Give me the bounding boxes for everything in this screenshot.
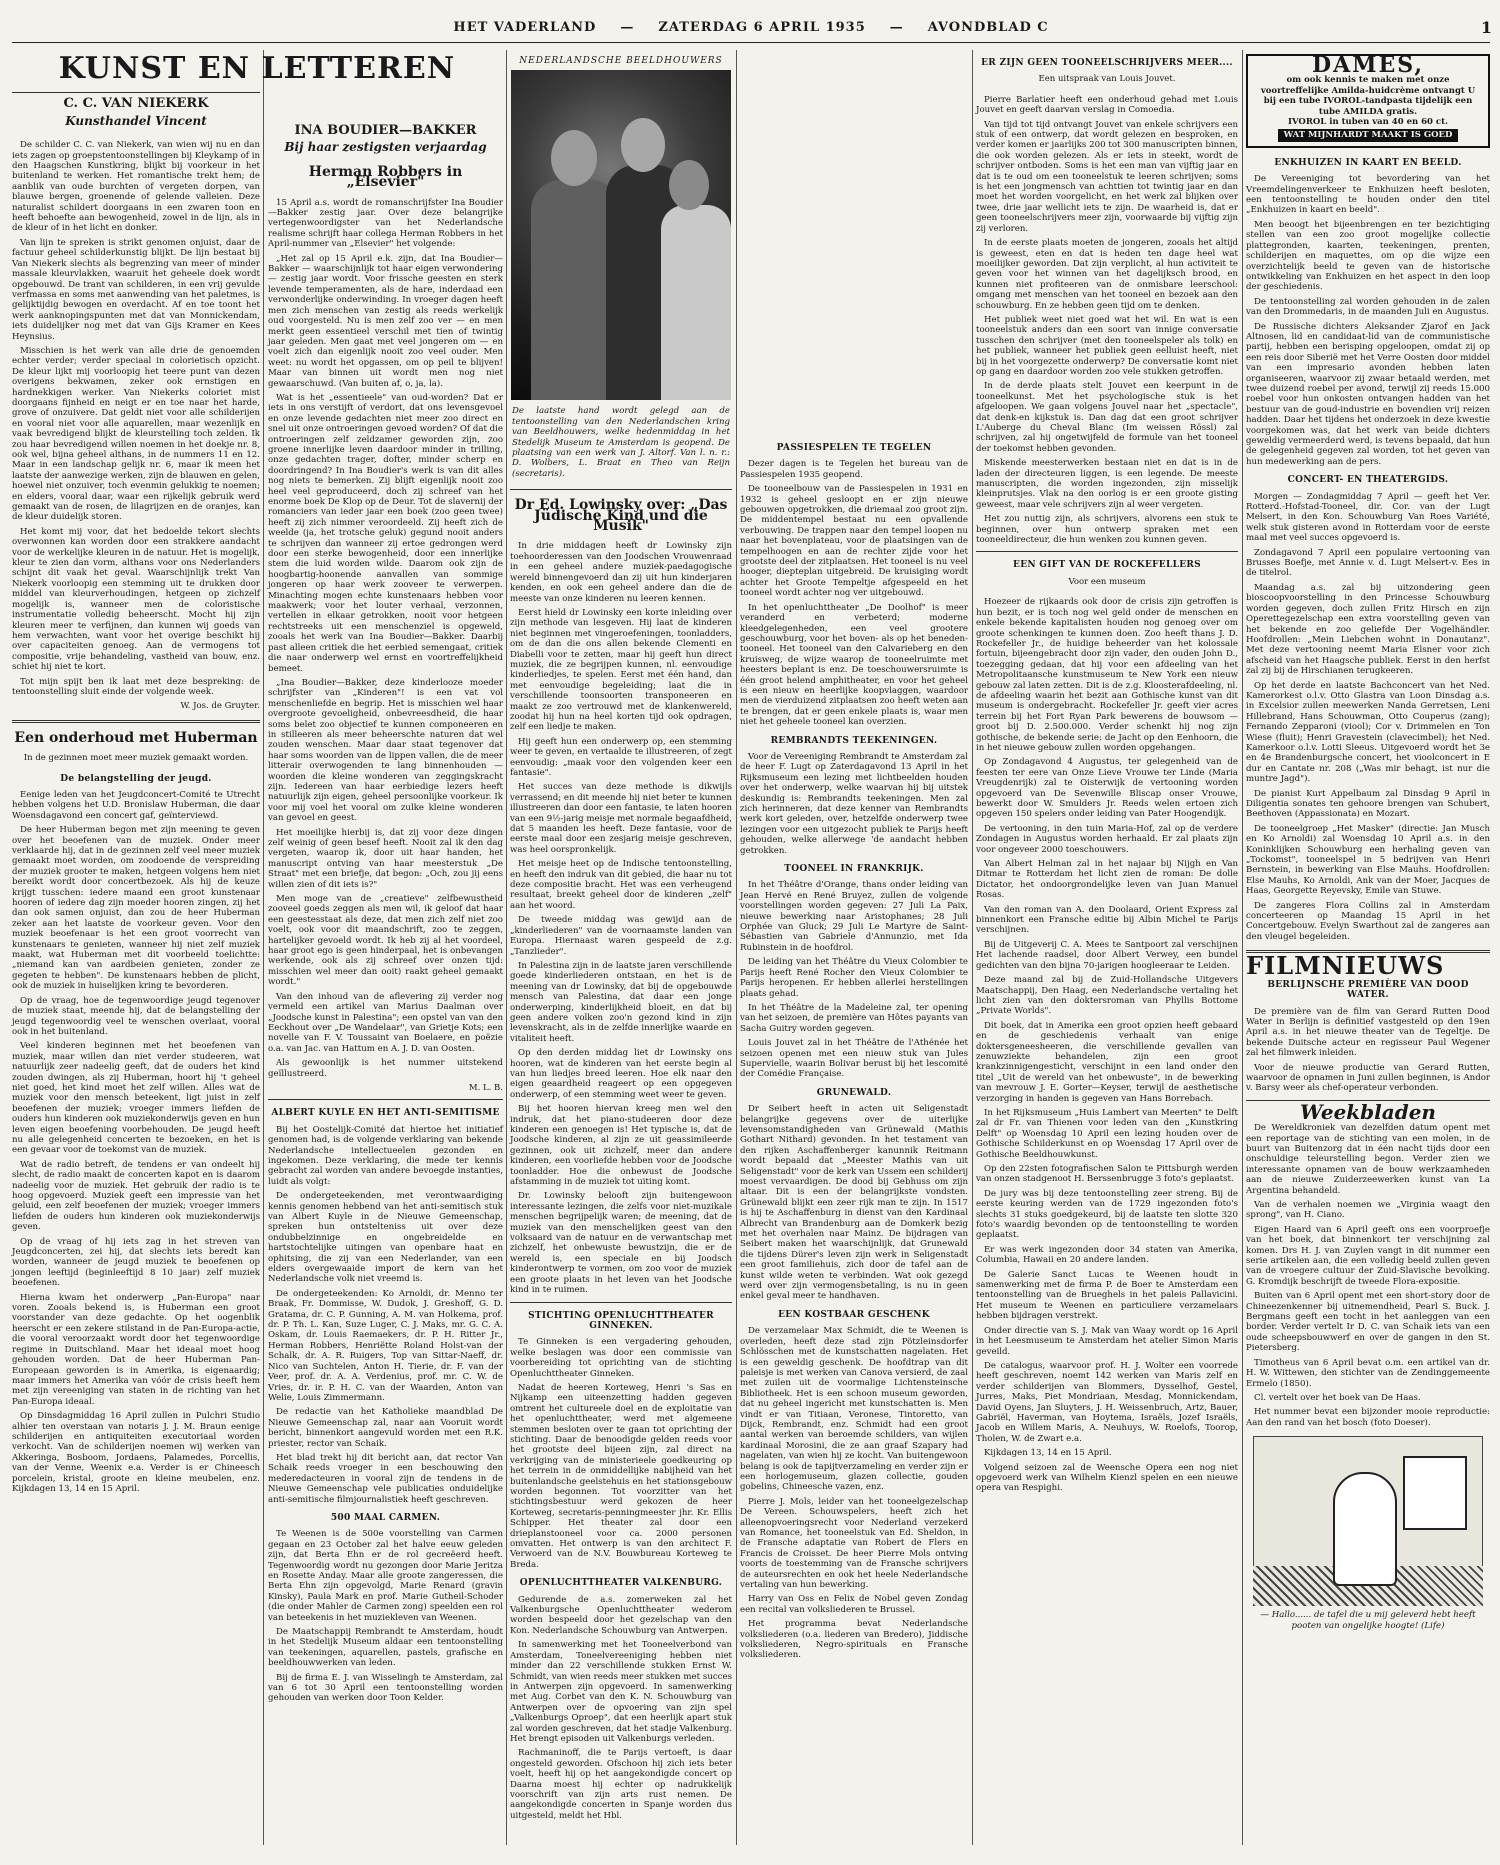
paragraph: In het Théâtre de la Madeleine zal, ter opening van het seizoen, de première van Hôtes payants van Sacha Guitry worden gegeven. [740, 1002, 968, 1034]
paragraph: Voor de nieuwe productie van Gerard Rutten, waarvoor de opnamen in Juni zullen beginnen, is Andor v. Barsy weer als chef-operateur verbonden. [1246, 1062, 1490, 1094]
photo-caption: De laatste hand wordt gelegd aan de tentoonstelling van den Nederlandschen kring van Beeldhouwers, welke hedenmiddag in het Stedelijk Museum te Amsterdam is geopend. De plaatsing van een werk van J. Altorf. Van l. n. r.: D. Wolbers, L. Braat en Theo van Reijn (secretaris). [512, 406, 730, 479]
masthead-edition: AVONDBLAD C [927, 20, 1049, 35]
article-heading-valkenburg: OPENLUCHTTHEATER VALKENBURG. [519, 1578, 723, 1589]
paragraph: Van lijn te spreken is strikt genomen onjuist, daar de factuur geheel schilderkunstig blijkt. De lijn bestaat bij Van Niekerk slechts als begrenzing van meer of minder massale kleurvlakken, waaruit het geheele doek wordt opgebouwd. De trant van schilderen, in een vrij gevulde verfmassa en soms met aanwending van het paletmes, is gelijktijdig bewogen en overdacht. Af en toe toont het werk aanknopingspunten met dat van Monnickendam, iets duidelijker nog met dat van Gijs Kramer en Kees Heynsius. [12, 237, 260, 342]
paragraph: Het moeilijke hierbij is, dat zij voor deze dingen zelf weinig of geen besef heeft. Nooit zal ik den dag vergeten, waarop ik, door uit haar handen, het manuscript ontving van haar meesterstuk „De Straat" met een briefje, dat begon: „Och, zou jij eens willen zien of dit iets is?" [268, 827, 503, 890]
article-subheading-huberman: In de gezinnen moet meer muziek gemaakt worden. [23, 753, 249, 764]
sculptors-photo [511, 70, 731, 400]
article-body-dood-water [1246, 1007, 1490, 1094]
article-heading-lowinsky: Dr Ed. Lowinsky over: „Das Jüdische Kind und die Musik" [514, 497, 728, 535]
paragraph: De zangeres Flora Collins zal in Amsterdam concerteeren op Maandag 15 April in het Concertgebouw. Evelyn Swarthout zal de zangeres aan den vleugel begeleiden. [1246, 900, 1490, 942]
paragraph: Het komt mij voor, dat het bedoelde tekort slechts overwonnen kan worden door een strakkere aandacht voor de werkelijke kleuren in de natuur. Het is mogelijk, kleur te zien dan vorm, althans voor ons Nederlanders schijnt dit vaak het geval. Waarschijnlijk trekt Van Niekerk voorloopig een stemming uit te drukken door middel van kleurverhoudingen, hetgeen op zichzelf mogelijk is, wanneer men de coloristische instrumentatie volledig beheerscht. Mocht hij zijn kleuren meer te verfijnen, dan kunnen wij goeds van hem verwachten, want voor het overige beschikt hij over capaciteiten genoeg. Aan de vermogens tot compositie, vrije behandeling, vastheid van bouw, enz. schiet hij niet te kort. [12, 526, 260, 673]
article-heading-kuyle: ALBERT KUYLE EN HET ANTI-SEMITISME [271, 1108, 500, 1119]
paragraph: In het Rijksmuseum „Huis Lambert van Meerten" te Delft zal dr Fr. van Thienen voor leden van den „Kunstkring Delft" op Woensdag 10 April een lezing houden over de Gothische Schilderkunst en op Woensdag 17 April over de Gothische Beeldhouwkunst. [976, 1107, 1238, 1160]
paragraph: Pierre Barlatier heeft een onderhoud gehad met Louis Jouvet en geeft daarvan verslag in Comoedia. [976, 94, 1238, 116]
advertisement-ivorol [1246, 54, 1490, 148]
paragraph: De Wereldkroniek van dezelfden datum opent met een reportage van de stichting van een molen, in de buurt van Buitenzorg dat in één nacht tijds door een onschuldige teleurstelling begon. Verder zien we interessante opnamen van de bouw werkzaamheden aan de nieuwe Zuiderzeewerken kunst van La Argentina behandeld. [1246, 1123, 1490, 1196]
paragraph: Dr Seibert heeft in acten uit Seligenstadt belangrijke gegevens over de uiterlijke levensomstandigheden van Grünewald (Mathis Gothart Nithard) gevonden. In het testament van den rijken Aschaffenberger kanunnik Reitmann wordt bepaald dat „Meester Mathis van uit Seligenstadt" voor de kerk van Ussem een schilderij moest vervaardigen. De dood bij Gebhuss om zijn altaar. Dit is een der belangrijkste vondsten. Grünewald blijkt een zeer rijk man te zijn. In 1517 is hij te Aschaffenburg in dienst van den Kardinaal Albrecht van Brandenburg aan de Domkerk bezig met het overhalen naar Mainz. De bijdragen van Seibert maken het waarschijnlijk, dat Grunewald die tijdens Dürer's leven zijn werk in Seligenstadt een groot familiehuis, zich door de tafel aan de kunst wilde weten te verbinden. Wat ook gezegd werd over zijn vermogensbetaling, is nu in geen enkel geval meer te handhaven. [740, 1104, 968, 1302]
article-lead-huberman: De belangstelling der jeugd. [60, 773, 212, 784]
column-divider [1242, 50, 1243, 1845]
paragraph: Hierna kwam het onderwerp „Pan-Europa" naar voren. Zooals bekend is, is Huberman een groot voorstander van deze gedachte. Op het oogenblik heerscht er een zekere stilstand in de Pan-Europa-actie, die vooral veroorzaakt wordt door het tegenwoordige regime in Duitschland. Maar het ideaal moet hoog gehouden worden. Dat de heer Huberman Pan-Europeaan geworden is in Amerika, is eigenaardig; maar immers het Amerika van vóór de crisis heeft hem met zijn vereeniging van staten in de richting van het Pan-Europa ideaal. [12, 1292, 260, 1407]
paragraph: In samenwerking met het Tooneelverbond van Amsterdam, Toneelvereeniging hebben niet minder dan 22 verschillende stukken Ernst W. Schmidt, van wien reeds meer stukken met succes in Antwerpen zijn opgevoerd. In samenwerking met Aug. Corbet van den K. N. Schouwburg van Antwerpen over de opvoering van zijn spel „Valkenburgs Oproep", dat een heerlijk apart stuk zal worden geschreven, dat het stadje Valkenburg. Het brengt episoden uit Valkenburgs verleden. [510, 1640, 732, 1744]
article-body-ginneken [510, 1337, 732, 1570]
paragraph: Maandag a.s. zal bij uitzondering geen bioscoopvoorstelling in den Princesse Schouwburg worden gegeven, doch zullen Fritz Hirsch en zijn Operettegezelschap een extra voorstelling geven van het bekende en zoo geliefde Der Vogelhändler. Hoofdrollen: „Mein Liebchen wohnt in Donautanz". Met deze vertooning neemt Maria Elsner voor zich afscheid van het Haagsche publiek. Eerst in den herfst zal zij bij de Hirschianen terugkeeren. [1246, 582, 1490, 677]
section-title: KUNST EN LETTEREN [58, 51, 456, 86]
paragraph: Op den 22sten fotografischen Salon te Pittsburgh werden van onzen stadgenoot H. Berssenbrugge 3 foto's geplaatst. [976, 1164, 1238, 1185]
masthead: HET VADERLAND — ZATERDAG 6 APRIL 1935 — AVONDBLAD C [12, 20, 1490, 42]
paragraph: Louis Jouvet zal in het Théâtre de l'Athénée het seizoen openen met een nieuw stuk van Jules Supervielle, waarin Bolivar berust bij het lescomité der Comédie Française. [740, 1038, 968, 1080]
section-heading-weekbladen: Weekbladen [1300, 1099, 1436, 1124]
article-heading-enkhuizen: ENKHUIZEN IN KAART EN BEELD. [1274, 157, 1462, 168]
column-2 [268, 120, 503, 1845]
article-heading-concertgids: CONCERT- EN THEATERGIDS. [1287, 475, 1449, 486]
paragraph: Op den derden middag liet dr Lowinsky ons hooren, wat de kinderen van het eerste begin al van hun liedjes breed leeren. Hoe elk naar den eigen geaardheid reageert op een opgegeven onderwerp, of een stemming weet weer te geven. [510, 1048, 732, 1100]
paragraph: De Vereeniging tot bevordering van het Vreemdelingenverkeer te Enkhuizen heeft besloten, een tentoonstelling te houden onder den titel „Enkhuizen in kaart en beeld". [1246, 174, 1490, 216]
paragraph: De vertooning, in den tuin Maria-Hof, zal op de verdere Zondagen in Augustus worden herhaald. Er zal plaats zijn voor ongeveer 2000 toeschouwers. [976, 823, 1238, 855]
article-heading-grunewald: GRUNEWALD. [816, 1087, 892, 1098]
article-body-kuyle [268, 1125, 503, 1505]
column-divider [736, 50, 737, 1845]
paragraph: Het zou nuttig zijn, als schrijvers, alvorens een stuk te beginnen, over hun ontwerp spraken met een tooneeldirecteur, die hun wenken zou kunnen geven. [976, 514, 1238, 546]
paragraph: Het nummer bevat een bijzonder mooie reproductie: Aan den rand van het bosch (foto Doeser). [1246, 1407, 1490, 1428]
article-heading-carmen: 500 MAAL CARMEN. [330, 1512, 441, 1523]
paragraph: De jury was bij deze tentoonstelling zeer streng. Bij de eerste keuring werden van de 1729 ingezonden foto's slechts 31 stuks goedgekeurd, bij de laatste ten slotte 320 foto's waardig bevonden op de tentoonstelling te worden geplaatst. [976, 1188, 1238, 1241]
paragraph: De catalogus, waarvoor prof. H. J. Wolter een voorrede heeft geschreven, noemt 142 werken van Maris zelf en verder schilderijen van Blommers, Dysselhof, Gestel, Jurres, Maks, Piet Mondriaan, Mesdag, Monnickendam, David Oyens, Jan Sluyters, J. H. Weissenbruch, Artz, Bauer, Gabriël, Haverman, van Hoytema, Israëls, Jozef Israëls, Jacob en Willem Maris, A. Neuhuys, W. Roelofs, Toorop, Tholen, W. de Zwart e.a. [976, 1360, 1238, 1444]
article-body-concertgids [1246, 492, 1490, 943]
paragraph: Eenige leden van het Jeugdconcert-Comité te Utrecht hebben volgens het U.D. Bronislaw Huberman, die daar Woensdagavond een concert gaf, geïnterviewd. [12, 789, 260, 821]
paragraph: De ondergeteekenden: Ko Arnoldi, dr. Menno ter Braak, Fr. Dommisse, W. Dudok, J. Greshoff, G. D. Gratama, dr. C. P. Gunning, A. M. van Holkema, prof. dr. P. Th. L. Kan, Suze Luger, C. J. Maks, mr. G. C. A. Oskam, dr. Louis Raemaekers, dr. P. H. Ritter Jr., Herman Robbers, Henriëtte Roland Holst-van der Schalk, dr. A. R. Ruigers, Top van Sittar-Naeff, dr. Nico van Suchtelen, Anton H. Tierie, dr. F. van der Veer, prof. dr. A. A. Verdenius, prof. mr. C. W. de Vries, dr. ir. P. H. C. van der Waarden, Anton van Welie, Louis Zimmermann. [268, 1288, 503, 1403]
top-rule [12, 42, 1490, 43]
paragraph: De leiding van het Théâtre du Vieux Colombier te Parijs heeft René Rocher den Vieux Colombier te Parijs heropenen. Er hebben allerlei herstellingen plaats gehad. [740, 957, 968, 999]
paragraph: Volgend seizoen zal de Weensche Opera een nog niet opgevoerd werk van Wilhelm Kienzl spelen en een nieuwe opera van Respighi. [976, 1462, 1238, 1494]
page-number: 1 [1480, 18, 1492, 37]
article-body-lowinsky [510, 541, 732, 1295]
article-body-carmen [268, 1529, 503, 1704]
paragraph: Van den roman van A. den Doolaard, Orient Express zal binnenkort een Fransche editie bij Albin Michel te Parijs verschijnen. [976, 904, 1238, 936]
paragraph: Op Dinsdagmiddag 16 April zullen in Pulchri Studio alhier ten overstaan van notaris J. J. M. Braun eenige schilderijen en antiquiteiten executoriaal worden verkocht. Van de schilderijen noemen wij werken van Akkeringa, Bosboom, Jordaens, Palamedes, Porcellis, van der Venne, Weenix e.a. Verder is er Chineesch porcelein, kristal, groote en kleine meubelen, enz. Kijkdagen 13, 14 en 15 April. [12, 1411, 260, 1494]
author-signature: M. L. B. [468, 1082, 503, 1093]
paragraph: Van tijd tot tijd ontvangt Jouvet van enkele schrijvers een stuk of een ontwerp, dat wordt gelezen en besproken, en verder komen er jaarlijks 200 tot 300 manuscripten binnen, die ook worden gelezen. Als er iets in steekt, wordt de schrijver ontboden. Soms is het een man van vijftig jaar en dat is te oud om een tooneelstuk te leeren schrijven; soms is het een jongmensch van achttien tot twintig jaar en dan moet het worden voorgelicht, en het werk zal blijken over twee, drie jaar wellicht iets te zijn. De waarheid is, dat er geen tooneelschrijvers meer zijn, voorwaarde bij vijftig zijn zij verloren. [976, 119, 1238, 234]
article-body-geschenk [740, 1326, 968, 1661]
article-body-tegelen [740, 459, 968, 727]
paragraph: Het programma bevat Nederlandsche volksliederen (o.a. liederen van Bredero), Jiddische volksliederen, Negro-spirituals en Fransche volksliederen. [740, 1619, 968, 1661]
divider [510, 1302, 732, 1303]
paragraph: De première van de film van Gerard Rutten Dood Water in Berlijn is definitief vastgesteld op den 19en April a.s. in het nieuwe theater van de Tegeltje. De bekende Duitsche acteur en regisseur Paul Wegener zal het filmwerk inleiden. [1246, 1006, 1490, 1059]
article-heading-boudier: INA BOUDIER—BAKKER [294, 123, 477, 138]
column-5 [976, 50, 1238, 1845]
paragraph: Morgen — Zondagmiddag 7 April — geeft het Ver. Rotterd.-Hofstad-Tooneel, dir. Cor. van der Lugt Melsert, in den Kon. Schouwburg Van Roes Variété, welk stuk gisteren avond in Rotterdam voor de eerste maal met veel succes opgevoerd is. [1246, 491, 1490, 544]
paragraph: De Maatschappij Rembrandt te Amsterdam, houdt in het Stedelijk Museum aldaar een tentoonstelling van teekeningen, aquarellen, pastels, grafische en beeldhouwwerken van leden. [268, 1627, 503, 1669]
article-subheading-niekerk: Kunsthandel Vincent [65, 113, 207, 128]
paragraph: Op de vraag, hoe de tegenwoordige jeugd tegenover de muziek staat, meende hij, dat de belangstelling der jeugd tegenwoordig veel te wenschen overlaat, vooral ook in het buitenland. [12, 995, 260, 1037]
paragraph: Voor de Vereeniging Rembrandt te Amsterdam zal de heer F. Lugt op Zaterdagavond 13 April in het Rijksmuseum een lezing met lichtbeelden houden over het onderwerp, welke waarvan hij bij uitstek deskundig is: Rembrandts teekeningen. Men zal zich herinneren, dat deze kenner van Rembrandts werk kort geleden, over, hetzelfde onderwerp twee lezingen voor een uitgezocht publiek te Parijs heeft gehouden, welke allerwege 'de aandacht hebben getrokken. [740, 751, 968, 856]
paragraph: Men moge van de „creatieve" zelfbewustheid zooveel goeds zeggen als men wil, ik geloof dat haar een geestesstaat als deze, dat men zich zelf niet zoo voelt, ook voor dit maandschrift, zoo te zeggen, hartelijker gevoeld wordt. Ik heb zij al het voordeel, haar groot ego is geen hinderpaal, het is onbevangen werkende, ook als zij schreef over onzen tijd: misschien wel meer dan ooit) raakt geheel gemaakt wordt." [268, 894, 503, 988]
article-body-jouvet [976, 95, 1238, 546]
paragraph: Hoezeer de rijkaards ook door de crisis zijn getroffen is hun bezit, er is toch nog wel geld onder de menschen en enkele bekende kapitalisten houden nog genoeg over om groote schenkingen te kunnen doen. Zoo heeft thans J. D. Rockefeller Jr., de huidige beheerder van het kolossale fortuin, bijeengebracht door zijn vader, den ouden John D., toezegging gedaan, dat hij voor een afdeeling van het Metropolitaansche kunstmuseum te New York een nieuw gebouw zal laten zetten. Dit is de z.g. Kloosterafdeeling, nl. de afdeeling waarin het bezit aan Gothische kunst van dit museum is ondergebracht. Rockefeller Jr. geeft vier acres terrein bij het Fort Ryan Park bewerens de bouwsom — groot bij D. 2.500.000. Verder schenkt hij nog zijn gothische, de bekende serie: de Jacht op den Eenhoorn, die in het nieuwe gebouw zullen worden opgehangen. [976, 597, 1238, 753]
article-body-niekerk [12, 140, 260, 697]
article-body-huberman [12, 790, 260, 1494]
paragraph: In de derde plaats stelt Jouvet een keerpunt in de tooneelkunst. Met het psychologische stuk is het afgeloopen. We gaan volgens Jouvel naar het „spectacle", dat denk-en kijkstuk is. Dan dag dat een groot schrijver L'Auberge du Cheval Blanc (Im weissen Rössl) zal schrijven, zal hij ongetwijfeld de formule van het tooneel der toekomst hebben gevonden. [976, 381, 1238, 454]
article-heading-ginneken: STICHTING OPENLUCHTTHEATER GINNEKEN. [528, 1310, 714, 1331]
paragraph: De redactie van het Katholieke maandblad De Nieuwe Gemeenschap zal, naar aan Vooruit wordt bericht, binnenkort aangevuld worden met een R.K. priester, rector van Schaik. [268, 1407, 503, 1449]
paragraph: De Galerie Sanct Lucas te Weenen houdt in samenwerking met de firma P. de Boer te Amsterdam een tentoonstelling van de Brueghels in het paleis Pallavicini. Het museum te Weenen en particuliere verzamelaars hebben bijdragen verstrekt. [976, 1269, 1238, 1322]
paragraph: Pierre J. Mols, leider van het tooneelgezelschap De Vereen. Schouwspelers, heeft zich het alleenopvoeringsrecht voor Nederland verzekerd van Romance, het tooneelstuk van Ed. Sheldon, in de Fransche adaptatie van Robert de Flers en Francis de Croisset. De heer Pierre Mols ontving voorts de toestemming van de Fransche schrijvers de auteursrechten en ook het heele Nederlandsche vertaling van hun bewerking. [740, 1496, 968, 1591]
divider [268, 1099, 503, 1100]
ad-slogan: WAT MIJNHARDT MAAKT IS GOED [1278, 129, 1459, 141]
paragraph: Eigen Haard van 6 April geeft ons een voorproefje van het boek, dat binnenkort ter verschijning zal komen. Drs H. J. van Zuylen vangt in dit nummer een serie artikelen aan, die een volledig beeld zullen geven van de vroegere cultuur der Zuid-Slavische bevolking. G. Kromdijk beschrijft de tweede Flora-expositie. [1246, 1224, 1490, 1287]
cartoon-caption: — Hallo...... de tafel die u mij geleverd hebt heeft pooten van ongelijke hoogte! (Life) [1260, 1610, 1476, 1631]
paragraph: Misschien is het werk van alle drie de genoemden echter verder; verder speciaal in colorietisch opzicht. De kleur lijkt mij voorloopig het teere punt van dezen overigens bekwamen, zeker ook ernstigen en hardnekkigen werker. Van Niekerks coloriet mist doorgaans fijnheid en neigt er en toe naar het harde, grove of onzuivere. Dat geldt niet voor alle schilderijen en vooral niet voor alle aquarellen, maar wezenlijk en vaak bevredigend blijkt de kleurstelling toch zelden. Ik zou haar bevredigend willen noemen in het doekje nr. 8, ook wel, bijna geheel althans, in de nummers 11 en 12. Maar in een landschap gelijk nr. 6, maar ik meen het laatste der aanwezige werken, zijn de blauwen en gelen, hoewel niet onzuiver, toch evenmin gelukkig te noemen; en elders, vooral daar, waar een rijkelijk gebruik werd gemaakt van de rosen, de lilagrijzen en de oranjes, kan de kleur duidelijk storen. [12, 345, 260, 523]
paragraph: Tot mijn spijt ben ik laat met deze bespreking: de tentoonstelling sluit einde der volgende week. [12, 676, 260, 697]
paragraph: Cl. vertelt over het boek van De Haas. [1254, 1392, 1421, 1403]
column-divider [263, 50, 264, 1845]
article-subheading-rockefeller: Voor een museum [1068, 576, 1146, 587]
paragraph: De ondergeteekenden, met verontwaardiging kennis genomen hebbend van het anti-semitisch stuk van Albert Kuyle in de Nieuwe Gemeenschap, spreken hun ontstelteniss uit over deze ondubbelzinnige en ongebreidelde en hartstochtelijke uitingen van openbare haat en ophitsing, die zij van een Nederlander, van een elders overgewaaide import de kern van het Nederlandsche volk niet vreemd is. [268, 1191, 503, 1285]
paragraph: Wat is het „essentieele" van oud-worden? Dat er iets in ons verstijft of verdort, dat ons levensgevoel en onze levende gedachten niet meer zoo direct en snel uit onze ontroeringen gevoed worden? Of dat die ontroeringen zelf zeldzamer geworden zijn, zoo groene innerlijke leven daardoor minder in trilling, onze gedachten trager, dofter, minder scherp en doordringend? In Ina Boudier's werk is van dit alles nog niets te bemerken. Zij blijft eigenlijk nooit zoo heel veel geproduceerd, doch zij schreef van het enorme boek De Klop op de Deur. Tot de slavernij der romanciers van ieder jaar een boek (zoo geen twee) heeft zij zich nimmer veroordeeld. Zij heeft zich de weelde (ja, het trotsche geluk) gegund nooit anders te schrijven dan wanneer zij ertoe gedrongen werd door een sterke bewogenheid, door een innerlijke stem die luid worden wilde. Daarom ook zijn de hoogbartig-hoonende aanvallen van sommige jongeren op haar werk zooveer te verwerpen. Minachting mogen echte kunstenaars hebben voor maakwerk; voor het louter verhaal, verzonnen, vertellen in elkaar getrokken, nooit voor hetgeen rechtstreeks uit een menschenziel is opgeweld, zooals het werk van Ina Boudier—Bakker. Daarbij past alleen critiek die het eerbied semengaat, critiek die naar onderwerp wel ernst en voortreffelijkheid bemeet. [268, 392, 503, 674]
paragraph: Het succes van deze methode is dikwijls verrassend; en dit meende hij niet beter te kunnen illustreeren dan door een fantasie, te laten hooren van een 9½-jarig meisje met normale begaafdheid, dat 5 maanden les heeft. Deze fantasie, voor de eerste maal door een zesjarig meisje geschreven, was heel oorspronkelijk. [510, 782, 732, 855]
paragraph: De Russische dichters Aleksander Zjarof en Jack Altnosen, lid en candidaat-lid van de communistische partij, hebben een berisping opgeloopen, omdat zij op een reis door Siberië met het Verre Oosten door middel van een impresario avonden hebben laten organiseeren, waarvoor zij zwaar betaald werden, met twee duizend roebel per avond, terwijl zij reeds 15.000 roebel voor hun onkosten ontvangen hadden van het bestuur van de goud-industrie en bovendien vrij reizen hadden. Daar het tijdens het onderzoek in deze kwestie voorgekomen was, dat het werk van beide dichters geweldig vermeerderd werd, is tevens bepaald, dat hun de gelegenheid gegeven zal worden, tot het geven van hun medewerking aan de pers. [1246, 321, 1490, 467]
paragraph: De tentoonstelling zal worden gehouden in de zalen van den Drommedaris, in de maanden Juli en Augustus. [1246, 296, 1490, 318]
masthead-paper: HET VADERLAND [453, 20, 597, 35]
paragraph: Men beoogt het bijeenbrengen en ter bezichtiging stellen van een zoo groot mogelijke collectie plattegronden, kaarten, teekeningen, prenten, schilderijen en maquettes, om op die wijze een overzichtelijk beeld te geven van de historische ontwikkeling van Enkhuizen en het aspect in den loop der geschiedenis. [1246, 219, 1490, 293]
column-3 [510, 50, 732, 1845]
paragraph: Bij het hooren hiervan kreeg men wel den indruk, dat het piano-studeeren door deze kinderen een genoegen is! Het typische is, dat de Joodsche kinderen, al zijn ze uit geassimileerde gezinnen, ook uit zichzelf, meer dan andere kinderen, een voorliefde hebben voor de Joodsche toonladder. Hoe die onbewust de Joodsche afstamming in de muziek tot uiting komt. [510, 1104, 732, 1188]
paragraph: De heer Huberman begon met zijn meening te geven over het beoefenen van de muziek. Onder meer verklaarde hij, dat in de gezinnen zelf veel meer muziek gemaakt moet worden, om zoodoende de verspreiding der muziek grooter te maken, hetgeen volgens hem niet bereikt wordt door concertbezoek. Als hij de keuze krijgt tusschen: iedere maand een groot kunstenaar hooren of iedere dag zijn moeder hooren zingen, zij het dan ook samen onjuist, dan zou de heer Huberman zeker aan het laatste de voorkeur geven. Voor den muziek beoefenaar is het een groot voorrecht van kunstenaars te genieten, wanneer hij niet zelf muziek maakt, wat Huberman met dit voorbeeld toelichtte: „niemand kan van aardbeien genieten, zonder ze gegeten te hebben". De kunstenaars hebben de plicht, ook de muziek in huiselijken kring te bevorderen. [12, 825, 260, 992]
masthead-date: ZATERDAG 6 APRIL 1935 [658, 20, 866, 35]
paragraph: Op de vraag of hij iets zag in het streven van Jeugdconcerten, zei hij, dat slechts iets beredt kan worden, wanneer de jeugd muziek te beoefenen op jongen leeftijd (beginleeftijd 8 10 jaar) zelf muziek beoefenen. [12, 1236, 260, 1289]
column-divider [972, 50, 973, 1845]
article-heading-jouvet: ER ZIJN GEEN TOONEELSCHRIJVERS MEER.... [981, 58, 1233, 68]
column-4 [740, 435, 968, 1845]
article-heading-huberman: Een onderhoud met Huberman [14, 729, 258, 746]
paragraph: Eerst hield dr Lowinsky een korte inleiding over zijn methode van lesgeven. Hij laat de kinderen niet beginnen met vingeroefeningen, toonladders, om de dan die ons allen bekende Clementi en Diabelli voor te zetten, maar hij geeft hun direct muziek, die ze begrijpen kunnen, nl. eenvoudige kinderliedjes, te spelen. Eerst met één hand, dan met eenvoudige begeleiding; laat die in verschillende toonsoorten transponeeren en maakt ze zoo vertrouwd met de klankenwereld, zoodat hij hun na heel korten tijd ook opdragen, zelf een liedje te maken. [510, 607, 732, 733]
ad-title: DAMES, [1311, 52, 1425, 78]
paragraph: Dezer dagen is te Tegelen het bureau van de Passiespelen 1935 geopend. [740, 459, 968, 480]
paragraph: „Ina Boudier—Bakker, deze kinderlooze moeder schrijfster van „Kinderen"! is een vat vol menschenliefde en begrip. Het is misschien wel haar overgroote gevoeligheid, onbevreesdheid, die haar soms belet zoo objectief te kunnen componeeren en in stilleeren als meer beheerschte naturen dat wel zouden wenschen. Maar daar staat tegenover dat haar soms woorden van de lippen vallen, die de meer litterair overwogenden te lang binnenhouden — woorden die kleine wonderen van zeggingskracht zijn. Iedereen van haar eerbiedige lezers heeft natuurlijk zijn eigen, geheel persoonlijke voorkeur. Ik voor mij voel het vooral om zulke kleine wonderen van gevoel en geest. [268, 677, 503, 824]
article-heading-rembrandt: REMBRANDTS TEEKENINGEN. [770, 735, 938, 746]
paragraph: Miskende meesterwerken bestaan niet en dat is in de laden der directeuren liggen, is een legende. De meeste manuscripten, die worden ingezonden, zijn misselijk kleinprutsjes. Vlak na den oorlog is er een groote gisting geweest, maar vele schrijvers zijn al weer vergeten. [976, 458, 1238, 510]
article-heading-niekerk: C. C. VAN NIEKERK [63, 96, 209, 112]
divider [12, 92, 260, 93]
paragraph: De schilder C. C. van Niekerk, van wien wij nu en dan iets zagen op groepstentoonstellingen bij Kleykamp of in den Haagschen Kunstkring, blijkt bij voorkeur in het buitenland te werken. Het romantische trekt hem; de aanblik van oude burchten of vergeten dorpen, van blauwe bergen, groenende of gelende valleien. Deze naturalist schildert doorgaans in een zwaren toon en heeft behoefte aan bewogenheid, zowel in de lijn, als in de kleur of in het licht en donker. [12, 140, 260, 234]
paragraph: Timotheus van 6 April bevat o.m. een artikel van dr. H. W. Wittewen, den stichter van de Zendinggemeente Ermelo (1850). [1246, 1357, 1490, 1389]
article-body-weekbladen [1246, 1123, 1490, 1428]
paragraph: In Palestina zijn in de laatste jaren verschillende goede kinderliederen ontstaan, en het is de meening van dr Lowinsky, dat bij de opgebouwde mensch van Palestina, dat daar een jonge onderwerping, kinderlijkheid bloeit, en dat bij geen andere volken zoo'n gezond kind in zijn levenskracht, als in de zelfde innerlijke waarde en vitaliteit heeft. [510, 960, 732, 1044]
paragraph: In drie middagen heeft dr Lowinsky zijn toehoorderessen van den Joodschen Vrouwenraad in een geheel andere muziek-paedagogische wereld binnengevoerd dan zij uit hun kinderjaren kenden, en ook een geheel andere dan die de meeste van onze kinderen nu leeren kennen. [510, 541, 732, 604]
paragraph: Kijkdagen 13, 14 en 15 April. [984, 1448, 1112, 1459]
paragraph: Dr. Lowinsky belooft zijn buitengewoon interessante lezingen, die zelfs voor niet-muzikale menschen begrijpelijk waren; de meening, dat de muziek van den menschelijken geest van den volksaard van de natuur en de verwantschap met zichzelf, het onbewuste bewustzijn, die er de wereld is, een speciale en bij Joodsch kinderontwerp te vormen, om zoo voor de muziek een groote plaats in het leven van het Joodsche kind in te ruimen. [510, 1191, 732, 1296]
paragraph: Van den inhoud van de aflevering zij verder nog vermeld een artikel van Marius Daalman over „Joodsche kunst in Palestina"; een opstel van van den Eeckhout over „De Wandelaar", van Grietje Kots; een novelle van F. V. Toussaint van Boelaere, en poëzie o.a. van Jac. van Hattum en A. J. D. van Oosten. [268, 991, 503, 1054]
paragraph: 15 April a.s. wordt de romanschrijfster Ina Boudier—Bakker zestig jaar. Over deze belangrijke vertegenwoordigster van het Nederlandsche realisme schrijft haar collega Herman Robbers in het April-nummer van „Elsevier" het volgende: [268, 197, 503, 250]
paragraph: Het publiek weet niet goed wat het wil. En wat is een tooneelstuk anders dan een soort van innige conversatie tusschen den schrijver (met den tooneelspeler als tolk) en het publiek, wanneer het publiek geen eelluist heeft, niet bij in het voorgezette onderwerp? De conversatie komt niet op gang en daardoor worden zoo vele stukken getroffen. [976, 314, 1238, 377]
paragraph: Deze maand zal bij de Zuid-Hollandsche Uitgevers Maatschappij, Den Haag, een Nederlandsche vertaling het licht zien van den doktersroman van Phyllis Bottome „Private Worlds". [976, 975, 1238, 1017]
paragraph: Buiten van 6 April opent met een short-story door de Chineezenkenner bij uitnemendheid, Pearl S. Buck. J. Bergmans geeft een tocht in het aanleggen van een border. Verder vertelt Ir D. C. van Schaik iets van een oude scheepsbouwwerf en over de gangen in den St. Pietersberg. [1246, 1291, 1490, 1354]
paragraph: Bij de Uitgeverij C. A. Mees te Santpoort zal verschijnen Het lachende raadsel, door Albert Verwey, een bundel gedichten van den bijna 70-jarigen hoogleeraar te Leiden. [976, 939, 1238, 971]
paragraph: Van Albert Helman zal in het najaar bij Nijgh en Van Ditmar te Rotterdam het licht zien de roman: De dolle Dictator, het ondoorgrondelijke leven van Juan Manuel Rosas. [976, 859, 1238, 901]
cartoon-illustration [1253, 1436, 1483, 1606]
paragraph: Er was werk ingezonden door 34 staten van Amerika, Columbia, Hawaii en 20 andere landen. [976, 1244, 1238, 1266]
paragraph: In het Théâtre d'Orange, thans onder leiding van Jean Hervé en René Bruyez, zullen de volgende voorstellingen worden gegeven: 27 Juli La Paix, nieuwe bewerking naar Aristophanes; 28 Juli Orphée van Gluck; 29 Juli Le Martyre de Saint-Sébastien van Gabriele d'Annunzio, met Ida Rubinstein in de hoofdrol. [740, 880, 968, 953]
paragraph: De pianist Kurt Appelbaum zal Dinsdag 9 April in Diligentia sonates ten gehoore brengen van Schubert, Beethoven (Appassionata) en Mozart. [1246, 788, 1490, 820]
column-divider [506, 50, 507, 1845]
article-body-valkenburg [510, 1595, 732, 1822]
paragraph: In het openluchttheater „De Doolhof" is meer veranderd en verbeterd; moderne kleedgelegenheden, een veel grootere geschouwburg, voor het boven- als op het beneden-tooneel. Het tooneel van den Calvarieberg en den kruisweg, de wijze waarop de tooneelruimte met heesters beplant is enz. De toeschouwersruimte is één groot helend amphitheater, en voor het geheel is een nieuw en heerlijke koopvlaggen, waardoor men de vierduizend zitplaatsen zoo heeft weten aan te brengen, dat er geen enkele plaats is, waar men niet het geheele tooneel kan overzien. [740, 602, 968, 728]
divider [976, 551, 1238, 552]
paragraph: De tweede middag was gewijd aan de „kinderliederen" van de voornaamste landen van Europa. Hiernaast waren gespeeld de z.g. „Tanzlieder". [510, 915, 732, 957]
paragraph: Van de verhalen noemen we „Virginia waagt den sprong", van H. Ciano. [1246, 1200, 1490, 1221]
paragraph: Nadat de heeren Korteweg, Henri 's Sas en Nijkamp een uiteenzetting hadden gegeven omtrent het cultureele doel en de exploitatie van het openluchttheater, werd met algemeene stemmen besloten over te gaan tot oprichting der stichting. Daar de benoodigde gelden reeds voor het grootste deel bijeen zijn, zal direct na verkrijging van de ministerieele goedkeuring op het terrein in de onmiddellijke nabijheid van het buitenlandsche geelstehuis en het stationsgebouw worden begonnen. Tot voorzitter van het stichtingsbestuur werd gekozen de heer Korteweg, secretaris-penningmeester jhr. Kr. Ellis Schipper. Het theater zal door een drieplanstooneel voor ca. 2000 personen omvatten. Het ontwerp is van den architect F. Verwoerd van de N.V. Bouwbureau Korteweg te Breda. [510, 1382, 732, 1570]
article-heading-rockefeller: EEN GIFT VAN DE ROCKEFELLERS [1013, 560, 1201, 571]
paragraph: Wat de radio betreft, de tendens er van ondeelt hij slecht, de radio maakt de concerten kapot en is daarom nadeelig voor de muziek. Het gebruik der radio is te hoog opgevoerd. Muziek geeft een impressie van het geluid, een zelf beoefenen der muziek; vroeger immers liefden de ouders hun kinderen ook muziekonderwijs geven. [12, 1159, 260, 1233]
paragraph: Zondagavond 7 April een populaire vertooning van Brusses Boefje, met Annie v. d. Lugt Melsert-v. Ees in de titelrol. [1246, 547, 1490, 579]
paragraph: De tooneelbouw van de Passiespelen in 1931 en 1932 is geheel gesloopt en er zijn nieuwe gebouwen opgetrokken, die driemaal zoo groot zijn. De middentempel bestaat nu een opvallende verbouwing. De trappen naar den tempel loopen nu naar het bovenplateau, voor de plaatsingen van de tempelhoogen en aan de rechter zijde voor het grootste deel der zitplaatsen. Het tooneel is nu veel hooger, diepteplan uitgebreid. De kruisiging wordt achter het Groote Tempeltje afgespeeld en het tooneel wordt achter nog ver uitgebouwd. [740, 484, 968, 599]
paragraph: Harry van Oss en Felix de Nobel geven Zondag een recital van volksliederen te Brussel. [740, 1594, 968, 1615]
paragraph: Rachmaninoff, die te Parijs vertoeft, is daar ongesteld geworden. Ofschoon hij zich iets beter voelt, heeft hij op het aangekondigde concert op Daarna moest hij echter op nadrukkelijk voorschrift van zijn arts rust nemen. De aangekondigde concerten in Spanje worden dus uitgesteld, meldt het Hbl. [510, 1748, 732, 1821]
paragraph: Bij het Oostelijk-Comité dat hiertoe het initiatief genomen had, is de volgende verklaring van bekende Nederlandsche intellectueelen gezonden en ingekomen. Deze verklaring, die mede ter kennis gebracht zal worden van andere bevoegde instanties, luidt als volgt: [268, 1124, 503, 1187]
paragraph: De verzamelaar Max Schmidt, die te Weenen is overleden, heeft deze stad zijn Pötzleinsdorfer Schlösschen met de kunstschatten nagelaten. Het is een geweldig geschenk. De hoofdtrap van dit paleisje is met werken van Canova versierd, de zaal met zuilen uit de voormalige Lichtensteinsche Bibliotheek. Het is een schoon museum geworden, dat nu geheel ingericht met kunstschatten is. Men vindt er van Titiaan, Veronese, Tintoretto, van Dijck, Rembrandt, enz. Schmidt had een groot aantal werken van beroemde schilders, van wijlen kardinaal Morosini, die ze aan graaf Szapary had nagelaten, van wien hij ze kocht. Van buitengewoon belang is ook de tapijtverzameling en verder zijn er een horlogemuseum, glazen collectie, gouden gobelins, Chineesche vazen, enz. [740, 1326, 968, 1493]
paragraph: Op het derde en laatste Bachconcert van het Ned. Kamerorkest o.l.v. Otto Glastra van Loon Dinsdag a.s. in Excelsior zullen meewerken Nanda Gerretsen, Leni Hillebrand, Hans Schouwman, Otto Couperus (zang); Fernando Zepparoni (viool); Cor v. Drimmelen en Ton Wiese (fluit); Henri Gravestein (clavecimbel); het Ned. Kamerkoor o.l.v. Lotti Sleeus. Uitgevoerd wordt het 3e en 4e Brandenburgsche concert, het vioolconcert in E dur en Cantate nr. 208 („Was mir behagt, ist nur die muntre Jagd"). [1246, 680, 1490, 785]
ad-text: om ook kennis te maken met onze voortreffelijke Amilda-huidcrème ontvangt U bij een tube IVOROL-tandpasta tijdelijk een tube AMILDA gratis. [1260, 75, 1476, 117]
divider [510, 489, 732, 490]
paragraph: Op Zondagavond 4 Augustus, ter gelegenheid van de feesten ter eere van Onze Lieve Vrouwe ter Linde (Maria Vreugdenrijk) zal te Oisterwijk de vertooning worden opgevoerd van De Sevenwille Bliscap onser Vrouwe, bewerkt door W. Smulders Jr. Reeds welen ertoen zich opgeven 150 spelers onder leiding van Pater Hoogendijk. [976, 757, 1238, 820]
photo-title: NEDERLANDSCHE BEELDHOUWERS [519, 56, 723, 66]
paragraph: Te Weenen is de 500e voorstelling van Carmen gegaan en 23 October zal het halve eeuw geleden zijn, dat Berta Ehn er de rol gecreëerd heeft. Tegenwoordig wordt nu gezongen door Marie Jeritza en Rosette Anday. Maar alle groote zangeressen, die Berta Ehn zijn opgevolgd, Marie Renard (gravin Kinsky), Paula Mark en prof. Marie Gutheil-Schoder (die onder Mahler de Carmen zong) speelden een rol van beteekenis in het muziekleven van Weenen. [268, 1529, 503, 1623]
paragraph: Bij de firma E. J. van Wisselingh te Amsterdam, zal van 6 tot 30 April een tentoonstelling worden gehouden van werken door Toon Kelder. [268, 1672, 503, 1704]
article-heading-robbers: Herman Robbers in „Elsevier" [308, 163, 463, 191]
paragraph: De tooneelgroep „Het Masker" (directie: Jan Musch en Ko Arnoldi) zal Woensdag 10 April a.s. in den Koninklijken Schouwburg een herhaling geven van „Tockomst", tooneelspel in 5 bedrijven van Henri Bernstein, in bewerking van Else Mauhs. Hoofdrollen: Else Mauhs, Ko Arnoldi, Ank van der Moer, Jacques de Haas, Georgette Reyevsky, Emile van Stuwe. [1246, 823, 1490, 897]
article-subheading-jouvet: Een uitspraak van Louis Jouvet. [1038, 74, 1176, 85]
paragraph: Het meisje heet op de Indische tentoonstelling, en heeft den indruk van dit gebied, die haar nu tot deze compositie bracht. Het was een verheugend resultaat, breekt geheel door de kinderen „zelf" aan het woord. [510, 859, 732, 911]
column-6 [1246, 50, 1490, 1845]
article-body-rockefeller [976, 597, 1238, 1494]
paragraph: Dit boek, dat in Amerika een groot opzien heeft gebaard en de geschiedenis verhaalt van enige doktersgeneesheeren, die verschillende gevallen van zenuwziekte behandelen, zijn een groot krankzinnigengesticht, verschijnt in een land onder den titel „Uit de wereld van het onbewuste", in de bewerking van mevrouw J. E. Gorter—Keyser, terwijl de aesthetische verzorging in handen is gegeven van Hans Borrebach. [976, 1020, 1238, 1104]
ad-text: IVOROL in tuben van 40 en 60 ct. [1288, 117, 1448, 128]
article-heading-frankrijk: TOONEEL IN FRANKRIJK. [784, 864, 924, 875]
article-body-boudier [268, 198, 503, 1079]
paragraph: „Het zal op 15 April e.k. zijn, dat Ina Boudier—Bakker — waarschijnlijk tot haar eigen verwondering — zestig jaar wordt. Voor frissche geesten en sterk levende temperamenten, als de hare, inderdaad een verwonderlijke onderwinding. In vroeger dagen heeft men zich menschen van zestig als reeds werkelijk oud voorgesteld. Nu is men zelf zoo ver — en men merkt geen essentieel verschil met tien of twintig jaar geleden. Men gaat met veel jongeren om — en voelt zich dan eigenlijk nooit zoo veel ouder. Men weet: nu wordt het opgassen, om op peil te blijven! Maar van binnen uit wordt men nog niet gewaarschuwd. (Van buiten af, o, ja, la). [268, 253, 503, 389]
paragraph: Te Ginneken is een vergadering gehouden, welke beslagen was door een commissie van voorbereiding tot oprichting van de stichting Openluchttheater Ginneken. [510, 1337, 732, 1379]
paragraph: Hij geeft hun een onderwerp op, een stemming weer te geven, en vertaalde te illustreeren, of zegt eenvoudig: „maak voor den volgenden keer een fantasie". [510, 736, 732, 778]
section-heading-filmnieuws: FILMNIEUWS [1246, 951, 1445, 981]
paragraph: Het blad trekt hij dit bericht aan, dat rector Van Schaik reeds vroeger in een beschouwing den mederedacteuren in vooral zijn de tendens in de Nieuwe Gemeenschap vele publicaties onduidelijke anti-semitische filmjournalistiek heeft geschreven. [268, 1452, 503, 1505]
article-heading-geschenk: EEN KOSTBAAR GESCHENK [778, 1309, 930, 1320]
article-body-enkhuizen [1246, 174, 1490, 467]
paragraph: Veel kinderen beginnen met het beoefenen van muziek, maar willen dan niet verder studeeren, wat natuurlijk zeer nadeelig geeft, dat de ouders het kind zouden dwingen, als zij Huberman, hoort hij 't geheel niet goed, het kind moet het zelf willen. Alles wat de muziek voor den mensch beteekent, ligt juist in zelf beoefenen der muziek; vroeger immers liefden de ouders hun kinderen ook muziekonderwijs geven en hun leven eigen beoefening voorbehouden. De jeugd heeft nu alle gelegenheid concerten te bezoeken, en het is een gevaar voor de toekomst van de muziek. [12, 1041, 260, 1156]
article-heading-dood-water: BERLIJNSCHE PREMIÈRE VAN DOOD WATER. [1267, 979, 1469, 1001]
paragraph: Als gewoonlijk is het nummer uitstekend geïllustreerd. [268, 1058, 503, 1079]
author-signature: W. Jos. de Gruyter. [180, 701, 260, 712]
article-subheading-boudier: Bij haar zestigsten verjaardag [284, 140, 487, 155]
article-body-frankrijk [740, 880, 968, 1079]
article-heading-tegelen: PASSIESPELEN TE TEGELEN [776, 443, 932, 453]
divider [12, 720, 260, 723]
paragraph: Onder directie van S. J. Mak van Waay wordt op 16 April in het Leesmuseum te Amsterdam het atelier Simon Maris geveild. [976, 1325, 1238, 1357]
paragraph: In de eerste plaats moeten de jongeren, zooals het altijd is geweest, eten en dat is heden ten dage heel wat moeilijker geworden. Dat zijn verplicht, al hun activiteit te geven voor het winnen van het dagelijksch brood, en kunnen niet profiteeren van de onmisbare leerschool: omgang met menschen van het tooneel en bezoek aan den schouwburg. En ze hebben geen tijd om te denken. [976, 238, 1238, 311]
paragraph: Gedurende de a.s. zomerweken zal het Valkenburgsche Openluchttheater wederom worden bespeeld door het gezelschap van den Kon. Nederlandsche Schouwburg van Antwerpen. [510, 1594, 732, 1636]
